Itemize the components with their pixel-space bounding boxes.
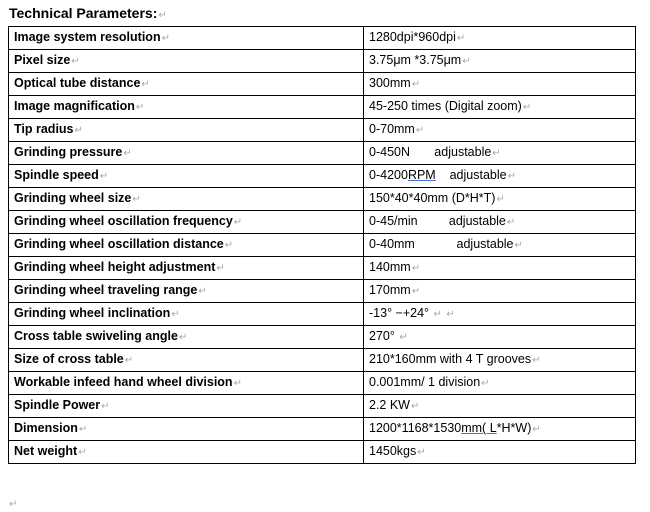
parameter-name: Grinding wheel height adjustment — [14, 260, 216, 274]
paragraph-mark-icon: ↵ — [462, 56, 471, 67]
parameter-value: 0-45/min adjustable — [369, 214, 506, 228]
parameter-value-cell — [364, 326, 636, 349]
table-row — [9, 119, 636, 142]
parameter-value-cell — [364, 73, 636, 96]
paragraph-mark-icon: ↵ — [514, 240, 523, 251]
table-row — [9, 234, 636, 257]
paragraph-mark-icon: ↵ — [492, 148, 501, 159]
paragraph-mark-icon: ↵ — [71, 56, 80, 67]
table-row — [9, 280, 636, 303]
table-row — [9, 395, 636, 418]
parameter-name-cell — [9, 257, 364, 280]
paragraph-mark-icon: ↵ — [507, 171, 516, 182]
parameter-name-cell — [9, 395, 364, 418]
table-row — [9, 303, 636, 326]
parameter-value-cell — [364, 303, 636, 326]
parameter-name-cell — [9, 27, 364, 50]
parameter-value-cell — [364, 257, 636, 280]
section-heading: Technical Parameters:↵ — [9, 5, 167, 21]
parameter-value-cell — [364, 142, 636, 165]
paragraph-mark-icon: ↵ — [78, 424, 88, 435]
parameter-value: -13° −+24° — [369, 306, 433, 320]
parameter-value-suffix: adjustable — [435, 168, 507, 182]
parameter-name-cell — [9, 50, 364, 73]
paragraph-mark-icon: ↵ — [123, 148, 132, 159]
parameter-value-cell — [364, 211, 636, 234]
parameter-value-cell — [364, 280, 636, 303]
paragraph-mark-icon: ↵ — [532, 355, 541, 366]
parameter-value-underlined: mm( L — [461, 421, 497, 435]
paragraph-mark-icon: ↵ — [178, 332, 188, 343]
parameter-name: Grinding wheel oscillation distance — [14, 237, 224, 251]
parameter-name-cell — [9, 188, 364, 211]
parameter-value-underlined: RPM — [407, 168, 436, 182]
paragraph-mark-icon: ↵ — [446, 309, 455, 320]
parameter-name: Size of cross table — [14, 352, 124, 366]
parameter-value-cell — [364, 349, 636, 372]
parameter-name: Workable infeed hand wheel division — [14, 375, 233, 389]
paragraph-mark-icon: ↵ — [415, 125, 425, 136]
parameter-name-cell — [9, 303, 364, 326]
table-row — [9, 326, 636, 349]
parameter-name: Grinding wheel size — [14, 191, 132, 205]
paragraph-mark-icon: ↵ — [522, 102, 532, 113]
parameter-name: Grinding wheel oscillation frequency — [14, 214, 233, 228]
table-row — [9, 27, 636, 50]
table-body — [9, 27, 636, 464]
paragraph-mark-icon: ↵ — [411, 401, 420, 412]
table-row — [9, 418, 636, 441]
paragraph-mark-icon: ↵ — [101, 401, 110, 412]
paragraph-mark-icon: ↵ — [417, 447, 426, 458]
parameter-value: 0.001mm/ 1 division — [369, 375, 481, 389]
parameter-value-cell — [364, 372, 636, 395]
paragraph-mark-icon: ↵ — [411, 286, 421, 297]
parameter-value: 0-70mm — [369, 122, 415, 136]
parameter-name: Spindle speed — [14, 168, 99, 182]
parameter-value: 1280dpi*960dpi — [369, 30, 456, 44]
parameter-value: 210*160mm with 4 T grooves — [369, 352, 532, 366]
paragraph-mark-icon: ↵ — [78, 447, 87, 458]
table-row — [9, 96, 636, 119]
parameter-value: 170mm — [369, 283, 411, 297]
table-row — [9, 142, 636, 165]
parameter-name: Optical tube distance — [14, 76, 141, 90]
paragraph-mark-icon: ↵ — [141, 79, 150, 90]
parameter-value: 150*40*40mm (D*H*T) — [369, 191, 496, 205]
paragraph-mark-icon: ↵ — [433, 309, 442, 320]
parameter-value-cell — [364, 50, 636, 73]
table-row — [9, 211, 636, 234]
parameter-value-cell — [364, 441, 636, 464]
paragraph-mark-icon: ↵ — [224, 240, 234, 251]
parameter-name: Spindle Power — [14, 398, 101, 412]
parameter-value: 0-40mm adjustable — [369, 237, 514, 251]
paragraph-mark-icon: ↵ — [198, 286, 207, 297]
parameter-value-cell — [364, 395, 636, 418]
parameter-name: Cross table swiveling angle — [14, 329, 178, 343]
parameter-name-cell — [9, 441, 364, 464]
parameter-name: Net weight — [14, 444, 78, 458]
parameter-name-cell — [9, 326, 364, 349]
table-row — [9, 349, 636, 372]
parameter-name: Pixel size — [14, 53, 71, 67]
parameter-value-cell — [364, 165, 636, 188]
paragraph-mark-icon: ↵ — [132, 194, 141, 205]
parameter-value-suffix: *H*W) — [496, 421, 532, 435]
parameter-value: 140mm — [369, 260, 411, 274]
table-row — [9, 372, 636, 395]
table-row — [9, 50, 636, 73]
paragraph-mark-icon: ↵ — [233, 378, 242, 389]
parameter-name: Image system resolution — [14, 30, 161, 44]
paragraph-mark-icon: ↵ — [456, 33, 466, 44]
parameter-value-cell — [364, 188, 636, 211]
parameter-name-cell — [9, 165, 364, 188]
paragraph-mark-icon: ↵ — [74, 125, 83, 136]
parameter-name-cell — [9, 234, 364, 257]
paragraph-mark-icon: ↵ — [135, 102, 145, 113]
parameter-name: Grinding wheel traveling range — [14, 283, 198, 297]
parameter-name-cell — [9, 418, 364, 441]
paragraph-mark-icon: ↵ — [399, 332, 408, 343]
parameter-value: 1200*1168*1530 — [369, 421, 462, 435]
table-row — [9, 165, 636, 188]
parameter-value-cell — [364, 418, 636, 441]
parameter-value-cell — [364, 96, 636, 119]
parameter-name-cell — [9, 73, 364, 96]
paragraph-mark-icon: ↵ — [481, 378, 490, 389]
table-row — [9, 441, 636, 464]
parameter-value: 0-4200 — [369, 168, 408, 182]
paragraph-mark-icon: ↵ — [506, 217, 516, 228]
paragraph-mark-icon: ↵ — [411, 79, 421, 90]
parameter-name: Image magnification — [14, 99, 135, 113]
parameter-value: 1450kgs — [369, 444, 417, 458]
technical-parameters-table — [8, 26, 636, 464]
paragraph-mark-icon: ↵ — [9, 499, 18, 510]
parameter-name-cell — [9, 119, 364, 142]
parameter-name-cell — [9, 96, 364, 119]
parameter-value-cell — [364, 119, 636, 142]
parameter-name: Grinding pressure — [14, 145, 123, 159]
parameter-value: 3.75μm *3.75μm — [369, 53, 462, 67]
parameter-name-cell — [9, 372, 364, 395]
parameter-name: Tip radius — [14, 122, 74, 136]
parameter-name-cell — [9, 349, 364, 372]
parameter-value: 45-250 times (Digital zoom) — [369, 99, 522, 113]
parameter-name: Grinding wheel inclination — [14, 306, 171, 320]
paragraph-mark-icon: ↵ — [161, 33, 170, 44]
paragraph-mark-icon: ↵ — [171, 309, 180, 320]
parameter-value: 270° — [369, 329, 399, 343]
paragraph-mark-icon: ↵ — [496, 194, 505, 205]
parameter-name-cell — [9, 211, 364, 234]
parameter-name-cell — [9, 142, 364, 165]
paragraph-mark-icon: ↵ — [124, 355, 134, 366]
paragraph-mark-icon: ↵ — [216, 263, 225, 274]
table-row — [9, 188, 636, 211]
parameter-name: Dimension — [14, 421, 78, 435]
paragraph-mark-icon: ↵ — [233, 217, 243, 228]
parameter-value: 2.2 KW — [369, 398, 410, 412]
parameter-value: 0-450N adjustable — [369, 145, 492, 159]
paragraph-mark-icon: ↵ — [411, 263, 421, 274]
table-row — [9, 73, 636, 96]
table-row — [9, 257, 636, 280]
parameter-value-cell — [364, 234, 636, 257]
paragraph-mark-icon: ↵ — [532, 424, 541, 435]
paragraph-mark-icon: ↵ — [158, 10, 167, 21]
parameter-name-cell — [9, 280, 364, 303]
parameter-value-cell — [364, 27, 636, 50]
parameter-value: 300mm — [369, 76, 411, 90]
paragraph-mark-icon: ↵ — [99, 171, 109, 182]
